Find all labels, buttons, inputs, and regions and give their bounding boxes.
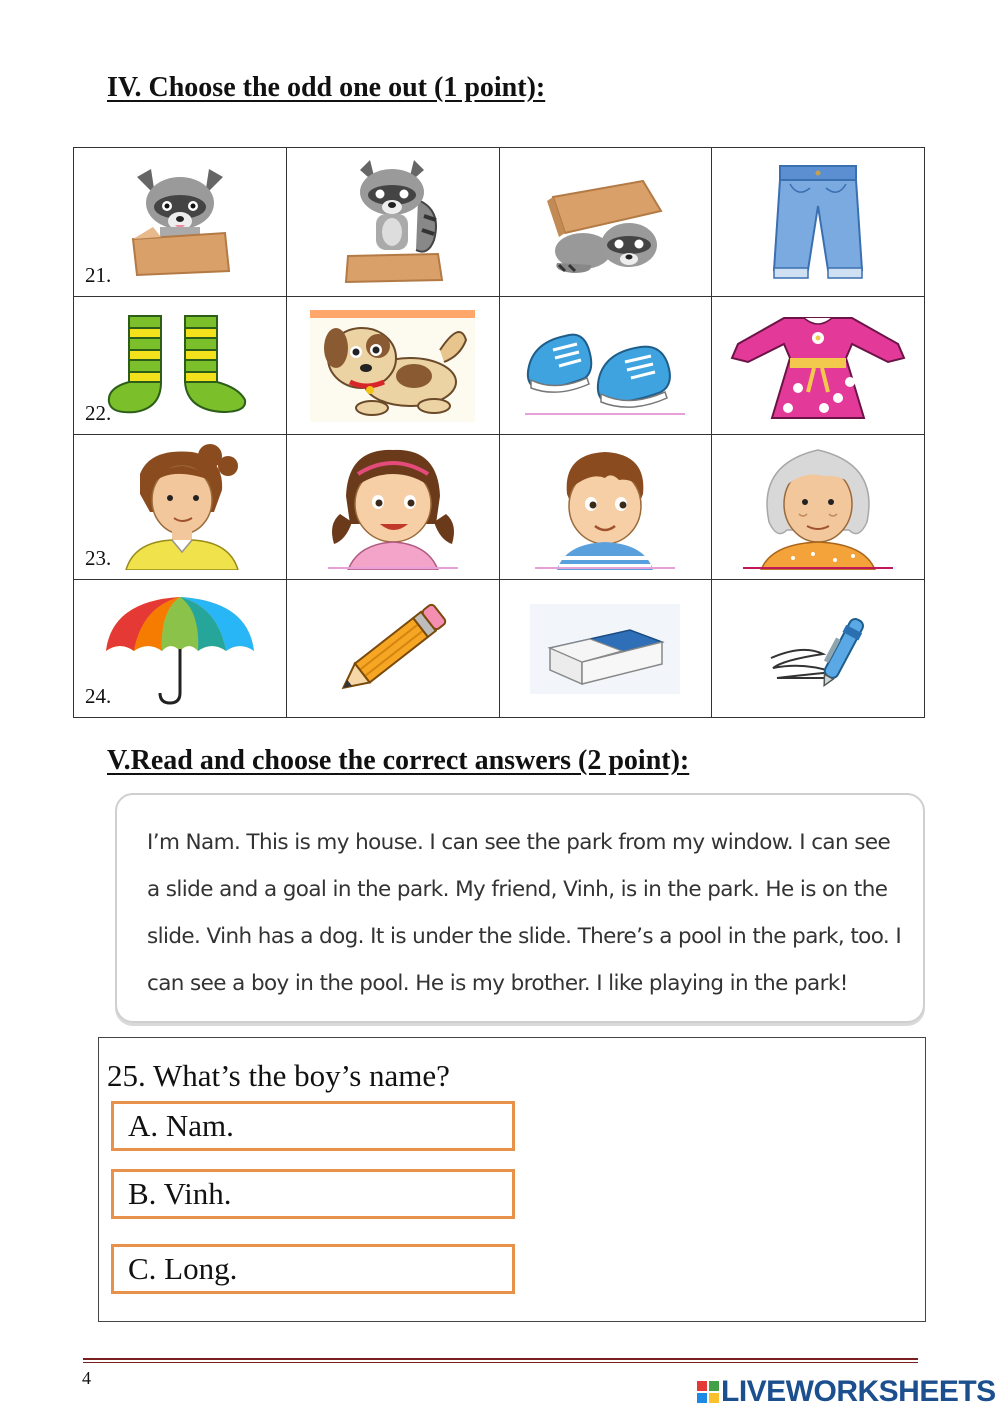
liveworksheets-logo[interactable] [697,1375,996,1409]
passage-line: a slide and a goal in the park. My friend, Vinh, is in the park. He is on the [147,877,888,902]
footer-rule [83,1362,918,1363]
option-cell[interactable] [499,148,712,297]
footer-rule [83,1358,918,1360]
passage-line: slide. Vinh has a dog. It is under the slide. There’s a pool in the park, too. I [147,924,902,949]
question-number: 21. [85,263,112,287]
eraser-icon [530,604,680,694]
answer-option-b[interactable]: B. Vinh. [111,1169,515,1219]
raccoon-in-box-icon [125,167,235,277]
option-cell[interactable] [286,148,499,297]
jeans-icon [768,162,868,282]
option-cell[interactable] [286,435,499,580]
question-25-box [98,1037,926,1322]
option-cell[interactable] [712,435,925,580]
brand-name: LIVEWORKSHEETS [721,1375,996,1408]
socks-icon [105,312,255,420]
passage-line: I’m Nam. This is my house. I can see the park from my window. I can see [147,830,891,855]
option-cell[interactable] [712,297,925,435]
answer-option-c[interactable]: C. Long. [111,1244,515,1294]
reading-passage [115,793,925,1023]
option-cell[interactable] [74,148,287,297]
passage-line: can see a boy in the pool. He is my brother. I like playing in the park! [147,971,848,996]
mother-icon [110,444,250,570]
dress-icon [728,308,908,423]
umbrella-icon [102,593,258,705]
option-cell[interactable] [74,580,287,718]
question-row-22 [74,297,925,435]
question-row-21 [74,148,925,297]
question-row-23 [74,435,925,580]
answer-option-a[interactable]: A. Nam. [111,1101,515,1151]
option-cell[interactable] [499,435,712,580]
question-number: 22. [85,401,112,425]
option-cell[interactable] [74,435,287,580]
page-number: 4 [82,1368,91,1388]
raccoon-in-box-icon [338,160,448,285]
option-cell[interactable] [286,580,499,718]
option-cell[interactable] [712,580,925,718]
option-cell[interactable] [499,580,712,718]
option-cell[interactable] [712,148,925,297]
girl-icon [318,444,468,570]
raccoons-under-box-icon [543,167,668,277]
pencil-icon [328,599,458,699]
option-cell[interactable] [286,297,499,435]
question-row-24 [74,580,925,718]
section-4-heading: IV. Choose the odd one out (1 point): [107,72,546,103]
option-cell[interactable] [74,297,287,435]
pen-icon [763,604,873,694]
section-5-heading: V.Read and choose the correct answers (2 point): [107,745,690,776]
question-25-text: 25. What’s the boy’s name? [107,1058,450,1093]
question-number: 23. [85,546,112,570]
dog-icon [310,310,475,422]
option-cell[interactable] [499,297,712,435]
question-number: 24. [85,684,112,708]
shoes-icon [525,316,685,416]
grandmother-icon [743,444,893,570]
liveworksheets-logo-icon [697,1381,719,1403]
odd-one-out-grid [73,147,925,718]
boy-icon [535,444,675,570]
